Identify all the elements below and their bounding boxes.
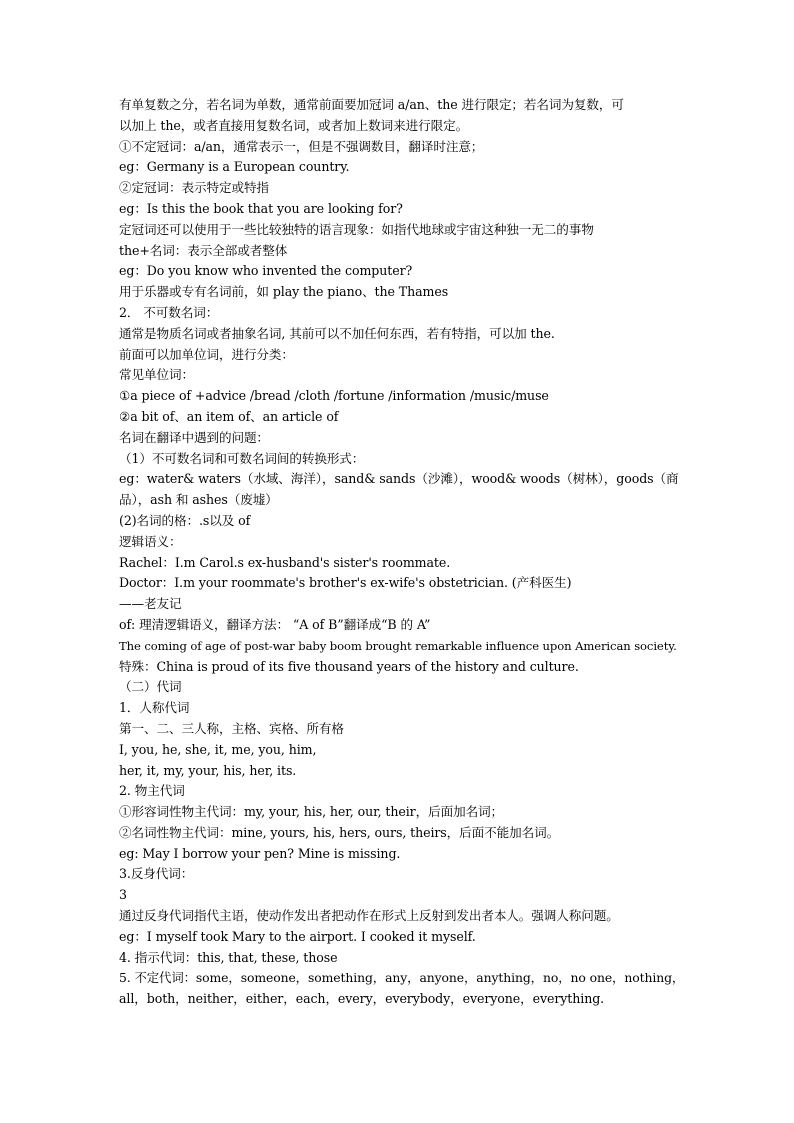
text-line: ②定冠词：表示特定或特指: [119, 180, 269, 196]
text-line: 通过反身代词指代主语，使动作发出者把动作在形式上反射到发出者本人。强调人称问题。: [119, 908, 619, 924]
text-line: 1．人称代词: [119, 700, 190, 716]
text-line: Rachel：I.m Carol.s ex-husband's sister's roommate.: [119, 554, 451, 570]
text-line: eg：water& waters（水域、海洋），sand& sands（沙滩），wood& woods（树林），goods（商: [119, 471, 679, 487]
text-line: 3: [119, 887, 127, 903]
text-line: eg：Is this the book that you are looking for?: [119, 200, 403, 216]
text-line: The coming of age of post-war baby boom brought remarkable influence upon American society.: [119, 638, 677, 653]
text-line: (2)名词的格：.s以及 of: [119, 512, 251, 528]
text-line: 常见单位词：: [119, 367, 194, 383]
text-line: eg：I myself took Mary to the airport. I cooked it myself.: [119, 928, 476, 944]
text-line: Doctor：I.m your roommate's brother's ex-wife's obstetrician. (产科医生): [119, 575, 572, 591]
text-line: 用于乐器或专有名词前，如 play the piano、the Thames: [119, 284, 449, 300]
text-line: 品），ash 和 ashes（废墟）: [119, 492, 278, 508]
text-line: of: 理清逻辑语义，翻译方法： “A of B”翻译成“B 的 A”: [119, 616, 431, 632]
text-line: ②a bit of、an item of、an article of: [119, 408, 339, 424]
text-line: 有单复数之分，若名词为单数，通常前面要加冠词 a/an、the 进行限定；若名词为复数，可: [119, 97, 624, 112]
text-line: 2. 物主代词: [119, 783, 185, 799]
text-line: eg: May I borrow your pen? Mine is missing.: [119, 845, 401, 861]
text-line: 名词在翻译中遇到的问题：: [119, 429, 269, 445]
text-line: eg：Germany is a European country.: [119, 159, 350, 175]
text-line: the+名词：表示全部或者整体: [119, 242, 288, 258]
text-line: 特殊：China is proud of its five thousand years of the history and culture.: [119, 658, 579, 674]
text-line: I, you, he, she, it, me, you, him,: [119, 741, 317, 757]
text-line: ①a piece of +advice /bread /cloth /fortune /information /music/muse: [119, 388, 549, 404]
text-line: 以加上 the，或者直接用复数名词，或者加上数词来进行限定。: [119, 117, 469, 133]
document-body: [119, 95, 685, 1010]
text-line: ——老友记: [119, 596, 182, 612]
text-line: all，both，neither，either，each，every，everybody，everyone，everything.: [119, 991, 605, 1007]
text-line: ①不定冠词：a/an，通常表示一，但是不强调数目，翻译时注意；: [119, 138, 484, 154]
text-line: eg：Do you know who invented the computer?: [119, 263, 413, 279]
text-line: her, it, my, your, his, her, its.: [119, 762, 297, 778]
text-line: 通常是物质名词或者抽象名词, 其前可以不加任何东西，若有特指，可以加 the.: [119, 325, 555, 341]
text-line: 定冠词还可以使用于一些比较独特的语言现象：如指代地球或宇宙这种独一无二的事物: [119, 221, 594, 237]
text-line: ①形容词性物主代词：my, your, his, her, our, their，后面加名词；: [119, 804, 504, 820]
text-line: 3.反身代词：: [119, 866, 194, 882]
text-line: ②名词性物主代词：mine, yours, his, hers, ours, theirs，后面不能加名词。: [119, 824, 560, 840]
text-line: （二）代词: [119, 679, 182, 695]
text-line: 4. 指示代词：this, that, these, those: [119, 949, 338, 965]
text-line: 前面可以加单位词，进行分类：: [119, 346, 294, 362]
text-line: 第一、二、三人称，主格、宾格、所有格: [119, 720, 344, 736]
text-line: 5. 不定代词：some，someone，something，any，anyone，anything，no，no one，nothing，: [119, 970, 685, 986]
text-line: 逻辑语义：: [119, 533, 182, 549]
text-line: 2． 不可数名词：: [119, 304, 219, 320]
text-line: （1）不可数名词和可数名词间的转换形式：: [119, 450, 365, 466]
